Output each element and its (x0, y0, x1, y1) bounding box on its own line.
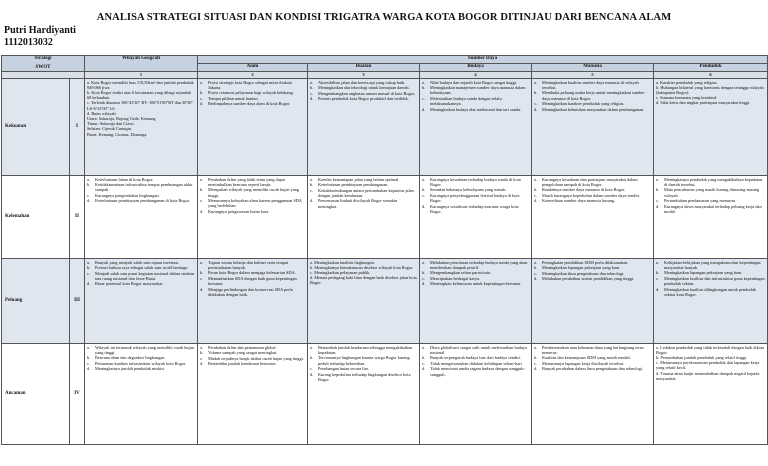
list-item-text: Meningkatnya penduduk yang mengakibatkan kepadatan di daerah tersebut. (664, 176, 763, 187)
cell-list (656, 177, 765, 215)
cell-wilayah (85, 175, 198, 258)
cell-list (200, 177, 305, 215)
cell-text: a. Kota Bogor memiliki luas 118,50km² dan jumlah penduduk 949.066 jiwa. (87, 79, 194, 90)
list-item: a. Aksesibilitas jalan dan kereta api yang cukup baik. (310, 79, 406, 85)
list-item-text: Meningkatkan karakter penduduk yang religius. (542, 101, 625, 107)
cell-text: c. Meningkatkan pelayanan publik. (310, 269, 371, 275)
cell-penduduk (654, 175, 768, 258)
cell-list (534, 260, 651, 282)
cell-list (87, 177, 195, 204)
cell-list (310, 177, 417, 209)
list-item: b. Banyak terpengaruh budaya luar dari budaya sendiri. (422, 355, 522, 361)
cell-list (422, 345, 529, 377)
list-item: a. Melakukan pencitraan terhadap budaya sunda yang akan memberikan dampak positif. (422, 259, 528, 270)
header-penduduk: Penduduk (654, 64, 768, 72)
row-label: Kelemahan (2, 175, 70, 258)
list-item: c. Memanfaatkan SDA dengan baik guna kepentingan bersama. (200, 275, 297, 287)
header-num-1: 1 (85, 72, 198, 79)
cell-list (310, 345, 417, 383)
list-item-text: Meningkatkan lapangan pekerjaan yang baru. (542, 265, 621, 271)
list-item: b. Semakin bebasnya kebudayaan yang masuk. (422, 187, 507, 193)
list-item: b. Merupakan wilayah yang memiliki curah hujan yang tinggi. (200, 187, 299, 198)
list-item: b. Meningkatkan alat teknologi untuk kemajuan daerah. (310, 85, 410, 91)
list-item-text: Kurang kepedulian terhadap lingkungan disektor kota Bogor. (318, 371, 411, 382)
list-item-text: Banyak terpengaruh budaya luar dari budaya sendiri. (430, 355, 522, 361)
list-item-text: Keterediaan sumber daya manusia kurang. (542, 198, 616, 204)
list-item-text: Banyak perubahan dalam ilmu pengetahuan dan teknologi. (542, 366, 644, 372)
list-item-text: Posisi strategis kota Bogor sebagai mitra ibukota Jakarta. (208, 79, 293, 90)
cell-wilayah (85, 343, 198, 444)
list-item: c. Meningkatkan karakter penduduk yang religius. (534, 101, 625, 107)
list-item: d. Banyak perubahan dalam ilmu pengetahuan dan teknologi. (534, 366, 644, 372)
list-item-text: Posisi ortamosi pelayanan bagi wilayah belakang. (208, 90, 294, 96)
list-item-text: Keterbatasan lahan di kota Bogor. (95, 176, 154, 182)
list-item-text: Menciptakan berbagai karya. (430, 275, 481, 281)
list-item: c. Penebangan hutan secara liar. (310, 366, 369, 372)
row-roman-numeral: II (70, 175, 85, 258)
list-item: c. Masih kurangnya kepedulian dalam sumber daya sendiri. (534, 192, 641, 198)
header-num-6: 6 (654, 72, 768, 79)
list-item: d. Kurangnya akses masyarakat terhadap peluang kerja dan modal. (656, 203, 762, 214)
table-row (2, 78, 768, 175)
header-row-1 (2, 56, 768, 64)
cell-wilayah (85, 258, 198, 343)
cell-text: d. Sifat kritis dan tingkat partisipasi masyarakat tinggi. (656, 100, 751, 106)
list-item-text: Penurunan kualitas infrastruktur wilayah kota Bogor. (95, 360, 187, 366)
list-item: d. Keterediaan sumber daya manusia kurang. (534, 198, 616, 204)
list-item: c. Penurunan kualitas infrastruktur wilayah kota Bogor. (87, 360, 187, 366)
list-item: c. Ketidakseimbangan antara pertumbuhan kapasitas jalan dengan jumlah kendaraan. (310, 187, 414, 198)
list-item: d. Meningkatkan budaya alat tradisional dan tari sunda. (422, 106, 522, 112)
document-title: ANALISA STRATEGI SITUASI DAN KONDISI TRIGATRA WARGA KOTA BOGOR DITINJAU DARI BENCANA ALAM (96, 12, 672, 23)
cell-manusia (532, 175, 654, 258)
list-item-text: Rendahnya sumber daya manusia di kota Bogor. (542, 187, 626, 193)
list-item-text: Merupakan wilayah yang memiliki curah hujan yang tinggi. (208, 187, 299, 198)
cell-penduduk (654, 343, 768, 444)
author-block (4, 25, 76, 49)
list-item: b. Bencana alam dan degradasi lingkungan. (87, 355, 166, 361)
list-item-text: Nilai budaya dan sejarah kota Bogor sangat tinggi. (430, 79, 518, 85)
list-item: c. Mengembangkan angkutan umum massal di kota Bogor. (310, 90, 416, 96)
list-item: d. Meningkatnya jumlah penduduk miskin. (87, 366, 165, 372)
list-item-text: Kebijakan-kebijakan yang mengakomodasi kepentingan masyarakat banyak. (664, 259, 761, 270)
list-item-text: Kurangnya pengendalian lingkungan. (95, 192, 160, 198)
author-id: 1112013032 (4, 37, 53, 48)
list-item-text: Pembuhan iklim yang tidak tentu yang dapat menimbulkan bencana seperti banjir. (208, 176, 285, 187)
list-item-text: Pemberontakan atau kekuatan dana yang berlangsung terus menerus. (542, 344, 644, 355)
list-item: c. Tidak mengetrasaskan didalam kehidupan sehari-hari. (422, 360, 523, 366)
cell-alam (198, 343, 308, 444)
header-alam: Alam (198, 64, 308, 72)
cell-text: Utara: Sukaraja, Bojong Gede, Kemang (87, 115, 156, 121)
cell-penduduk (654, 258, 768, 343)
cell-text: d. Menata pedagang kaki lima dengan baik disektor jalan kota Bogor. (310, 275, 417, 286)
list-item-text: Penebangan hutan secara liar. (318, 366, 369, 372)
cell-text: b. Meningkatnya kemakmuran disektor wilayah kota Bogor. (310, 264, 414, 270)
list-item: b. Kualitas dan kemampuan SDM yang masih rendah. (534, 355, 631, 361)
list-item-text: Meningkatkan manajemen sumber daya manusia dalam kebudayaan. (430, 85, 526, 96)
table-row (2, 258, 768, 343)
header-manusia: Manusia (532, 64, 654, 72)
cell-budaya (420, 258, 532, 343)
cell-list (656, 260, 765, 298)
cell-manusia (532, 343, 654, 444)
cell-list (422, 260, 529, 287)
list-item: a. Diera globalisasi sangat sulit untuk melestarikan budaya nasional. (422, 344, 527, 355)
list-item-text: Pertumbuhan pendamaran yang menurun. (664, 198, 736, 204)
list-item-text: Meningkatkan fasilitas dan infrastruktur guna kepentingan penduduk sekitar. (664, 275, 765, 287)
list-item-text: Bertambah jumlah kendaraan sehingga mengakibatkan kepadatan. (318, 344, 413, 355)
cell-budaya (420, 78, 532, 175)
list-item-text: Kualitas dan kemampuan SDM yang masih rendah. (542, 355, 631, 361)
header-num-4: 4 (420, 72, 532, 79)
cell-text: b. Kota Bogor terdiri atas 6 kecamatan yang dibagi sejumlah 68 kelurahan. (87, 89, 192, 101)
cell-text: Barat: Kemang, Ciomas, Dramaga. (87, 131, 148, 137)
list-item-text: Memanfaatkan SDA dengan baik guna kepentingan bersama. (208, 275, 297, 287)
header-budaya: Budaya (420, 64, 532, 72)
list-item: a. Nilai budaya dan sejarah kota Bogor sangat tinggi. (422, 79, 518, 85)
list-item-text: Diera globalisasi sangat sulit untuk melestarikan budaya nasional. (430, 344, 527, 355)
header-strategi-swot (2, 56, 85, 72)
table-row (2, 175, 768, 258)
swot-table (1, 55, 768, 445)
list-item: a. Banyak yang menjadi salah satu tujuan investasi. (87, 259, 180, 265)
list-item: a. Kurangnya kesadaran dan partisipasi masyarakat dalam pengelolaan sampah di kota Bogor. (534, 176, 638, 187)
cell-text: a. Meningkatkan kualitas lingkungan. (310, 259, 375, 265)
list-item-text: Kondisi kemantapan jalan yang belum optimal. (318, 176, 400, 182)
header-num-3: 3 (308, 72, 420, 79)
list-item: d. Berlimpahnya sumber daya alam di kota Bogor. (200, 101, 291, 107)
row-roman-numeral: I (70, 78, 85, 175)
cell-budaya (420, 343, 532, 444)
list-item: b. Meningkatkan lapangan pekerjaan yang baru. (656, 270, 743, 276)
list-item: b. Meningkatkan lapangan pekerjaan yang baru. (534, 265, 621, 271)
list-item: b. Membuka peluang usaha kerja untuk meningkatkan sumber daya manusia di kota Bogor. (534, 90, 645, 101)
list-item: a. Meningkatkan kualitas sumber daya manusia di wilayah tersebut. (534, 79, 639, 90)
cell-alam (198, 78, 308, 175)
list-item: a. Kondisi kemantapan jalan yang belum optimal. (310, 176, 400, 182)
list-item-text: Melestarikan budaya sunda dengan selalu melaksanakannya. (430, 95, 502, 107)
list-item: d. Kurangnya sosialisasi terhadap asuransi warga kota Bogor. (422, 203, 519, 214)
list-item-text: Pencemaran limbah diwilayah Bogor semakin meningkat. (318, 198, 398, 209)
list-item: b. Meningkatkan manajemen sumber daya manusia dalam kebudayaan. (422, 85, 526, 96)
cell-list (87, 345, 195, 372)
list-item-text: Meningkatkan kualitas dilingkungan untuk penduduk sekitar kota Bogor. (664, 286, 756, 297)
list-item-text: Volume sampah yang sangat meningkat. (208, 350, 278, 356)
list-item-text: Menurunnya lapangan kerja diwilayah tersebut. (542, 360, 624, 366)
cell-list (310, 80, 417, 102)
list-item: d. Kurangnya pengawasan hutan kota. (200, 208, 270, 214)
list-item-text: Kurangnya kesadaran dan partisipasi masyarakat dalam pengelolaan sampah di kota Bogor. (542, 176, 638, 187)
list-item: d. Pencemaran limbah diwilayah Bogor semakin meningkat. (310, 198, 398, 209)
list-item-text: Tercemarnya lingkungan karena warga Bogor kurang peduli terhadap kebersihan. (318, 355, 410, 366)
list-item: d. Keterbatasan pembiayaan pembangunan di kota Bogor. (87, 198, 190, 204)
list-item: a. Posisi strategis kota Bogor sebagai mitra ibukota Jakarta. (200, 79, 293, 90)
header-strategi: Strategi (34, 56, 52, 61)
list-item: b. Ketidakmerataan infrastruktur tempat pembuangan akhir sampah. (87, 182, 193, 193)
cell-wilayah (85, 78, 198, 175)
list-item-text: Potensi kultura raya sebagai salah satu world heritage. (95, 265, 189, 271)
list-item-text: Menjadi salah satu pusat kegiatan nasional dalam struktur tata ruang nasional dan Jawa-Barat. (95, 270, 195, 281)
cell-alam (198, 258, 308, 343)
list-item: b. Keterbatasan pembiayaan pembangunan. (310, 182, 389, 188)
list-item: b. Mata pencaharian yang masih kurang dimasing-masing wilayah. (656, 187, 760, 198)
cell-list (422, 177, 529, 215)
list-item-text: Meningkatnya jumlah penduduk miskin. (95, 366, 165, 372)
list-item: a. Wilayah ini termasuk wilayah yang memiliki curah hujan yang tinggi. (87, 344, 194, 355)
list-item-text: Tidak mencintai aneka ragam budaya dengan sungguh-sungguh. (430, 366, 525, 377)
list-item-text: Menurunnya kelayakan alam karena penggunaan SDA yang berlebihan. (208, 198, 302, 209)
list-item-text: Kurangnya pengawasan hutan kota. (208, 208, 270, 214)
list-item-text: Melakukan perubahan sistem pendidikan yang tinggi. (542, 276, 635, 282)
list-item-text: Perubahan iklim dan pemanasan global. (208, 344, 277, 350)
list-item-text: Menjaga perlindungan dan konservasi SDA perlu dilakukan dengan baik. (208, 286, 293, 297)
list-item: b. Volume sampah yang sangat meningkat. (200, 350, 278, 356)
list-item-text: Berlimpahnya sumber daya alam di kota Bogor. (208, 101, 291, 107)
list-item-text: Meningkatkan alat teknologi untuk kemajuan daerah. (318, 85, 410, 91)
list-item-text: Meningkatkan kualitas sumber daya manusia di wilayah tersebut. (542, 79, 639, 90)
list-item: c. Meningkatkan ilmu pengetahuan dan teknologi. (534, 270, 625, 276)
cell-text: a. Karakter penduduk yang religius. (656, 79, 718, 85)
list-item-text: Kurangnya kesadaran terhadap budaya sunda di kota Bogor. (430, 176, 521, 187)
list-item: c. Mudah terjadinya banjir akibat curah hujan yang tinggi. (200, 355, 304, 361)
list-item: d. Kurang kepedulian terhadap lingkungan disektor kota Bogor. (310, 371, 411, 382)
cell-text: b. Pertumbuhan jumlah penduduk yang relatif tinggi. (656, 354, 748, 360)
list-item: d. Menjaga perlindungan dan konservasi SDA perlu dilakukan dengan baik. (200, 286, 293, 297)
list-item: c. Menciptakan berbagai karya. (422, 275, 481, 281)
cell-list (534, 345, 651, 372)
list-item: c. Menurunnya kelayakan alam karena penggunaan SDA yang berlebihan. (200, 198, 302, 209)
list-item: a. Kebijakan-kebijakan yang mengakomodasi kepentingan masyarakat banyak. (656, 259, 761, 270)
list-item-text: Melakukan pencitraan terhadap budaya sunda yang akan memberikan dampak positif. (430, 259, 528, 270)
list-item-text: Tujuan wisata belanja dan kuliner serta tempat peristirahatan banyak. (208, 259, 289, 270)
list-item: c. Kurangnya pengendalian lingkungan. (87, 192, 160, 198)
list-item-text: Meningkatkan kebutuhan masyarakat dalam pembangunan. (542, 106, 645, 112)
list-item-text: Mengembangkan seluar pariwisata. (430, 270, 491, 276)
row-roman-numeral: IV (70, 343, 85, 444)
cell-buatan (308, 78, 420, 175)
list-item-text: Kurangnya akses masyarakat terhadap peluang kerja dan modal. (664, 203, 762, 214)
list-item: c. Meningkatkan fasilitas dan infrastruktur guna kepentingan penduduk sekitar. (656, 275, 765, 287)
header-sumber-daya: Sumber Daya (198, 56, 768, 64)
list-item: a. Meningkatnya penduduk yang mengakibatkan kepadatan di daerah tersebut. (656, 176, 763, 187)
list-item: c. Menurunnya lapangan kerja diwilayah tersebut. (534, 360, 624, 366)
row-label: Peluang (2, 258, 70, 343)
cell-text: Selatan: Cijeruk Caringin. (87, 126, 133, 132)
list-item-text: Peran kota Bogor dalam menjaga kelestarian SDA. (208, 270, 296, 276)
list-item-text: Menerapkan kelimuwan untuk kepentingan bersama. (430, 281, 522, 287)
list-item: c. Menjadi salah satu pusat kegiatan nasional dalam struktur tata ruang nasional dan Jawa-Barat. (87, 270, 195, 281)
list-item: c. Pertumbuhan pendamaran yang menurun. (656, 198, 736, 204)
list-item: b. Potensi kultura raya sebagai salah satu world heritage. (87, 265, 189, 271)
list-item-text: Ketidakseimbangan antara pertumbuhan kapasitas jalan dengan jumlah kendaraan. (318, 187, 414, 198)
header-swot: SWOT (35, 65, 51, 70)
header-num-2: 2 (198, 72, 308, 79)
list-item: c. Melestarikan budaya sunda dengan selalu melaksanakannya. (422, 95, 502, 107)
list-item: d. Bertambhu jumlah kendaraan bermotor. (200, 361, 277, 367)
list-item-text: Mengembangkan angkutan umum massal di kota Bogor. (318, 90, 416, 96)
cell-alam (198, 175, 308, 258)
list-item: a. Tujuan wisata belanja dan kuliner serta tempat peristirahatan banyak. (200, 259, 289, 270)
list-item-text: Banyak yang menjadi salah satu tujuan investasi. (95, 259, 180, 265)
cell-text: d. Traumа akan banjir menimbulkan dampak negatif kepada masyarakat. (656, 370, 760, 381)
list-item: d. Meningkatkan kebutuhan masyarakat dalam pembangunan. (534, 106, 645, 112)
list-item: d. Tidak mencintai aneka ragam budaya dengan sungguh-sungguh. (422, 366, 525, 377)
list-item: d. Potensi penduduk kota Bogor produktif dan terdidik. (310, 96, 409, 102)
list-item: a. Perubahan iklim dan pemanasan global. (200, 344, 277, 350)
list-item-text: Mata pencaharian yang masih kurang dimasing-masing wilayah. (664, 187, 760, 198)
list-item-text: Kurangnya penyelenggaraan festival budaya di kota Bogor. (430, 192, 520, 204)
list-item-text: Keterbatasan pembiayaan pembangunan di kota Bogor. (95, 198, 190, 204)
cell-list (200, 345, 305, 367)
cell-buatan (308, 175, 420, 258)
header-buatan: Buatan (308, 64, 420, 72)
list-item-text: Masih kurangnya kepedulian dalam sumber daya sendiri. (542, 192, 641, 198)
list-item-text: Besar potensial kota Bogor masyarakat. (95, 281, 164, 287)
cell-list (534, 80, 651, 112)
cell-buatan (308, 343, 420, 444)
cell-text: a. Ledakan penduduk yang tidak terkendali dengan baik dikota Bogor. (656, 344, 764, 355)
list-item-text: Mudah terjadinya banjir akibat curah hujan yang tinggi. (208, 355, 304, 361)
list-item: d. Menerapkan kelimuwan untuk kepentingan bersama. (422, 281, 522, 287)
list-item-text: Membuka peluang usaha kerja untuk meningkatkan sumber daya manusia di kota Bogor. (542, 90, 645, 101)
list-item: d. Meningkatkan kualitas dilingkungan untuk penduduk sekitar kota Bogor. (656, 286, 756, 297)
list-item-text: Semakin bebasnya kebudayaan yang masuk. (430, 187, 507, 193)
row-label: Ancaman (2, 343, 70, 444)
cell-penduduk (654, 78, 768, 175)
cell-text: c. Suasana kemanan yang kondusif. (656, 95, 718, 101)
list-item: a. Keterbatasan lahan di kota Bogor. (87, 176, 154, 182)
list-item-text: Bencana alam dan degradasi lingkungan. (95, 355, 166, 361)
list-item: d. Besar potensial kota Bogor masyarakat. (87, 281, 164, 287)
cell-list (200, 80, 305, 107)
list-item-text: Bertambhu jumlah kendaraan bermotor. (208, 361, 277, 367)
list-item-text: Tidak mengetrasaskan didalam kehidupan sehari-hari. (430, 360, 523, 366)
list-item: b. Peran kota Bogor dalam menjaga kelestarian SDA. (200, 270, 296, 276)
list-item-text: Meningkatkan lapangan pekerjaan yang baru. (664, 270, 743, 276)
list-item-text: Meningkatkan budaya alat tradisional dan tari sunda. (430, 106, 522, 112)
cell-text: c. Terletak diantara 106°43'30" BT- 106°51'00"BT dan 30'30" LS-6°41'00" LS. (87, 100, 194, 111)
cell-text: Timur: Sukaraja dan Ciawi. (87, 121, 135, 127)
list-item: c. Kurangnya penyelenggaraan festival budaya di kota Bogor. (422, 192, 520, 204)
list-item: a. Bertambah jumlah kendaraan sehingga mengakibatkan kepadatan. (310, 344, 413, 355)
cell-manusia (532, 78, 654, 175)
list-item-text: Keterbatasan pembiayaan pembangunan. (318, 182, 389, 188)
cell-text: d. Batas wilayah: (87, 110, 117, 116)
author-name: Putri Hardiyanti (4, 25, 76, 36)
list-item: a. Peningkatan pendidikan SDM perlu dilaksanakan. (534, 259, 629, 265)
header-wilayah: Wilayah Geografi (85, 56, 198, 72)
cell-text: c. Menurunnya perekonomian penduduk dan lapangan kerja yang relatif kecil. (656, 360, 760, 371)
list-item-text: Ketidakmerataan infrastruktur tempat pembuangan akhir sampah. (95, 182, 193, 193)
list-item: a. Pemberontakan atau kekuatan dana yang berlangsung terus menerus. (534, 344, 644, 355)
list-item: c. Tempat pilihan untuk hunian. (200, 95, 259, 101)
list-item: b. Rendahnya sumber daya manusia di kota Bogor. (534, 187, 626, 193)
list-item-text: Peningkatan pendidikan SDM perlu dilaksanakan. (542, 259, 629, 265)
list-item: b. Posisi ortamosi pelayanan bagi wilayah belakang. (200, 90, 294, 96)
list-item: d. Melakukan perubahan sistem pendidikan yang tinggi. (534, 276, 635, 282)
cell-budaya (420, 175, 532, 258)
row-roman-numeral: III (70, 258, 85, 343)
cell-manusia (532, 258, 654, 343)
list-item: a. Kurangnya kesadaran terhadap budaya sunda di kota Bogor. (422, 176, 521, 187)
list-item-text: Tempat pilihan untuk hunian. (208, 95, 259, 101)
list-item: a. Pembuhan iklim yang tidak tentu yang dapat menimbulkan bencana seperti banjir. (200, 176, 285, 187)
list-item-text: Kurangnya sosialisasi terhadap asuransi warga kota Bogor. (430, 203, 519, 214)
cell-list (534, 177, 651, 204)
cell-list (87, 260, 195, 287)
list-item-text: Potensi penduduk kota Bogor produktif dan terdidik. (318, 96, 409, 102)
list-item-text: Meningkatkan ilmu pengetahuan dan teknologi. (542, 270, 625, 276)
cell-buatan (308, 258, 420, 343)
cell-text: b. Hubungan bilateral yang harmonis dengan tetangga wilayah (kabupaten Bogor). (656, 84, 764, 95)
row-label: Kekuatan (2, 78, 70, 175)
list-item-text: Wilayah ini termasuk wilayah yang memiliki curah hujan yang tinggi. (95, 344, 194, 355)
list-item-text: Aksesibilitas jalan dan kereta api yang cukup baik. (318, 79, 406, 85)
list-item: b. Tercemarnya lingkungan karena warga Bogor kurang peduli terhadap kebersihan. (310, 355, 410, 366)
cell-list (422, 80, 529, 112)
header-num-5: 5 (532, 72, 654, 79)
table-row (2, 343, 768, 444)
cell-list (200, 260, 305, 298)
list-item: b. Mengembangkan seluar pariwisata. (422, 270, 491, 276)
